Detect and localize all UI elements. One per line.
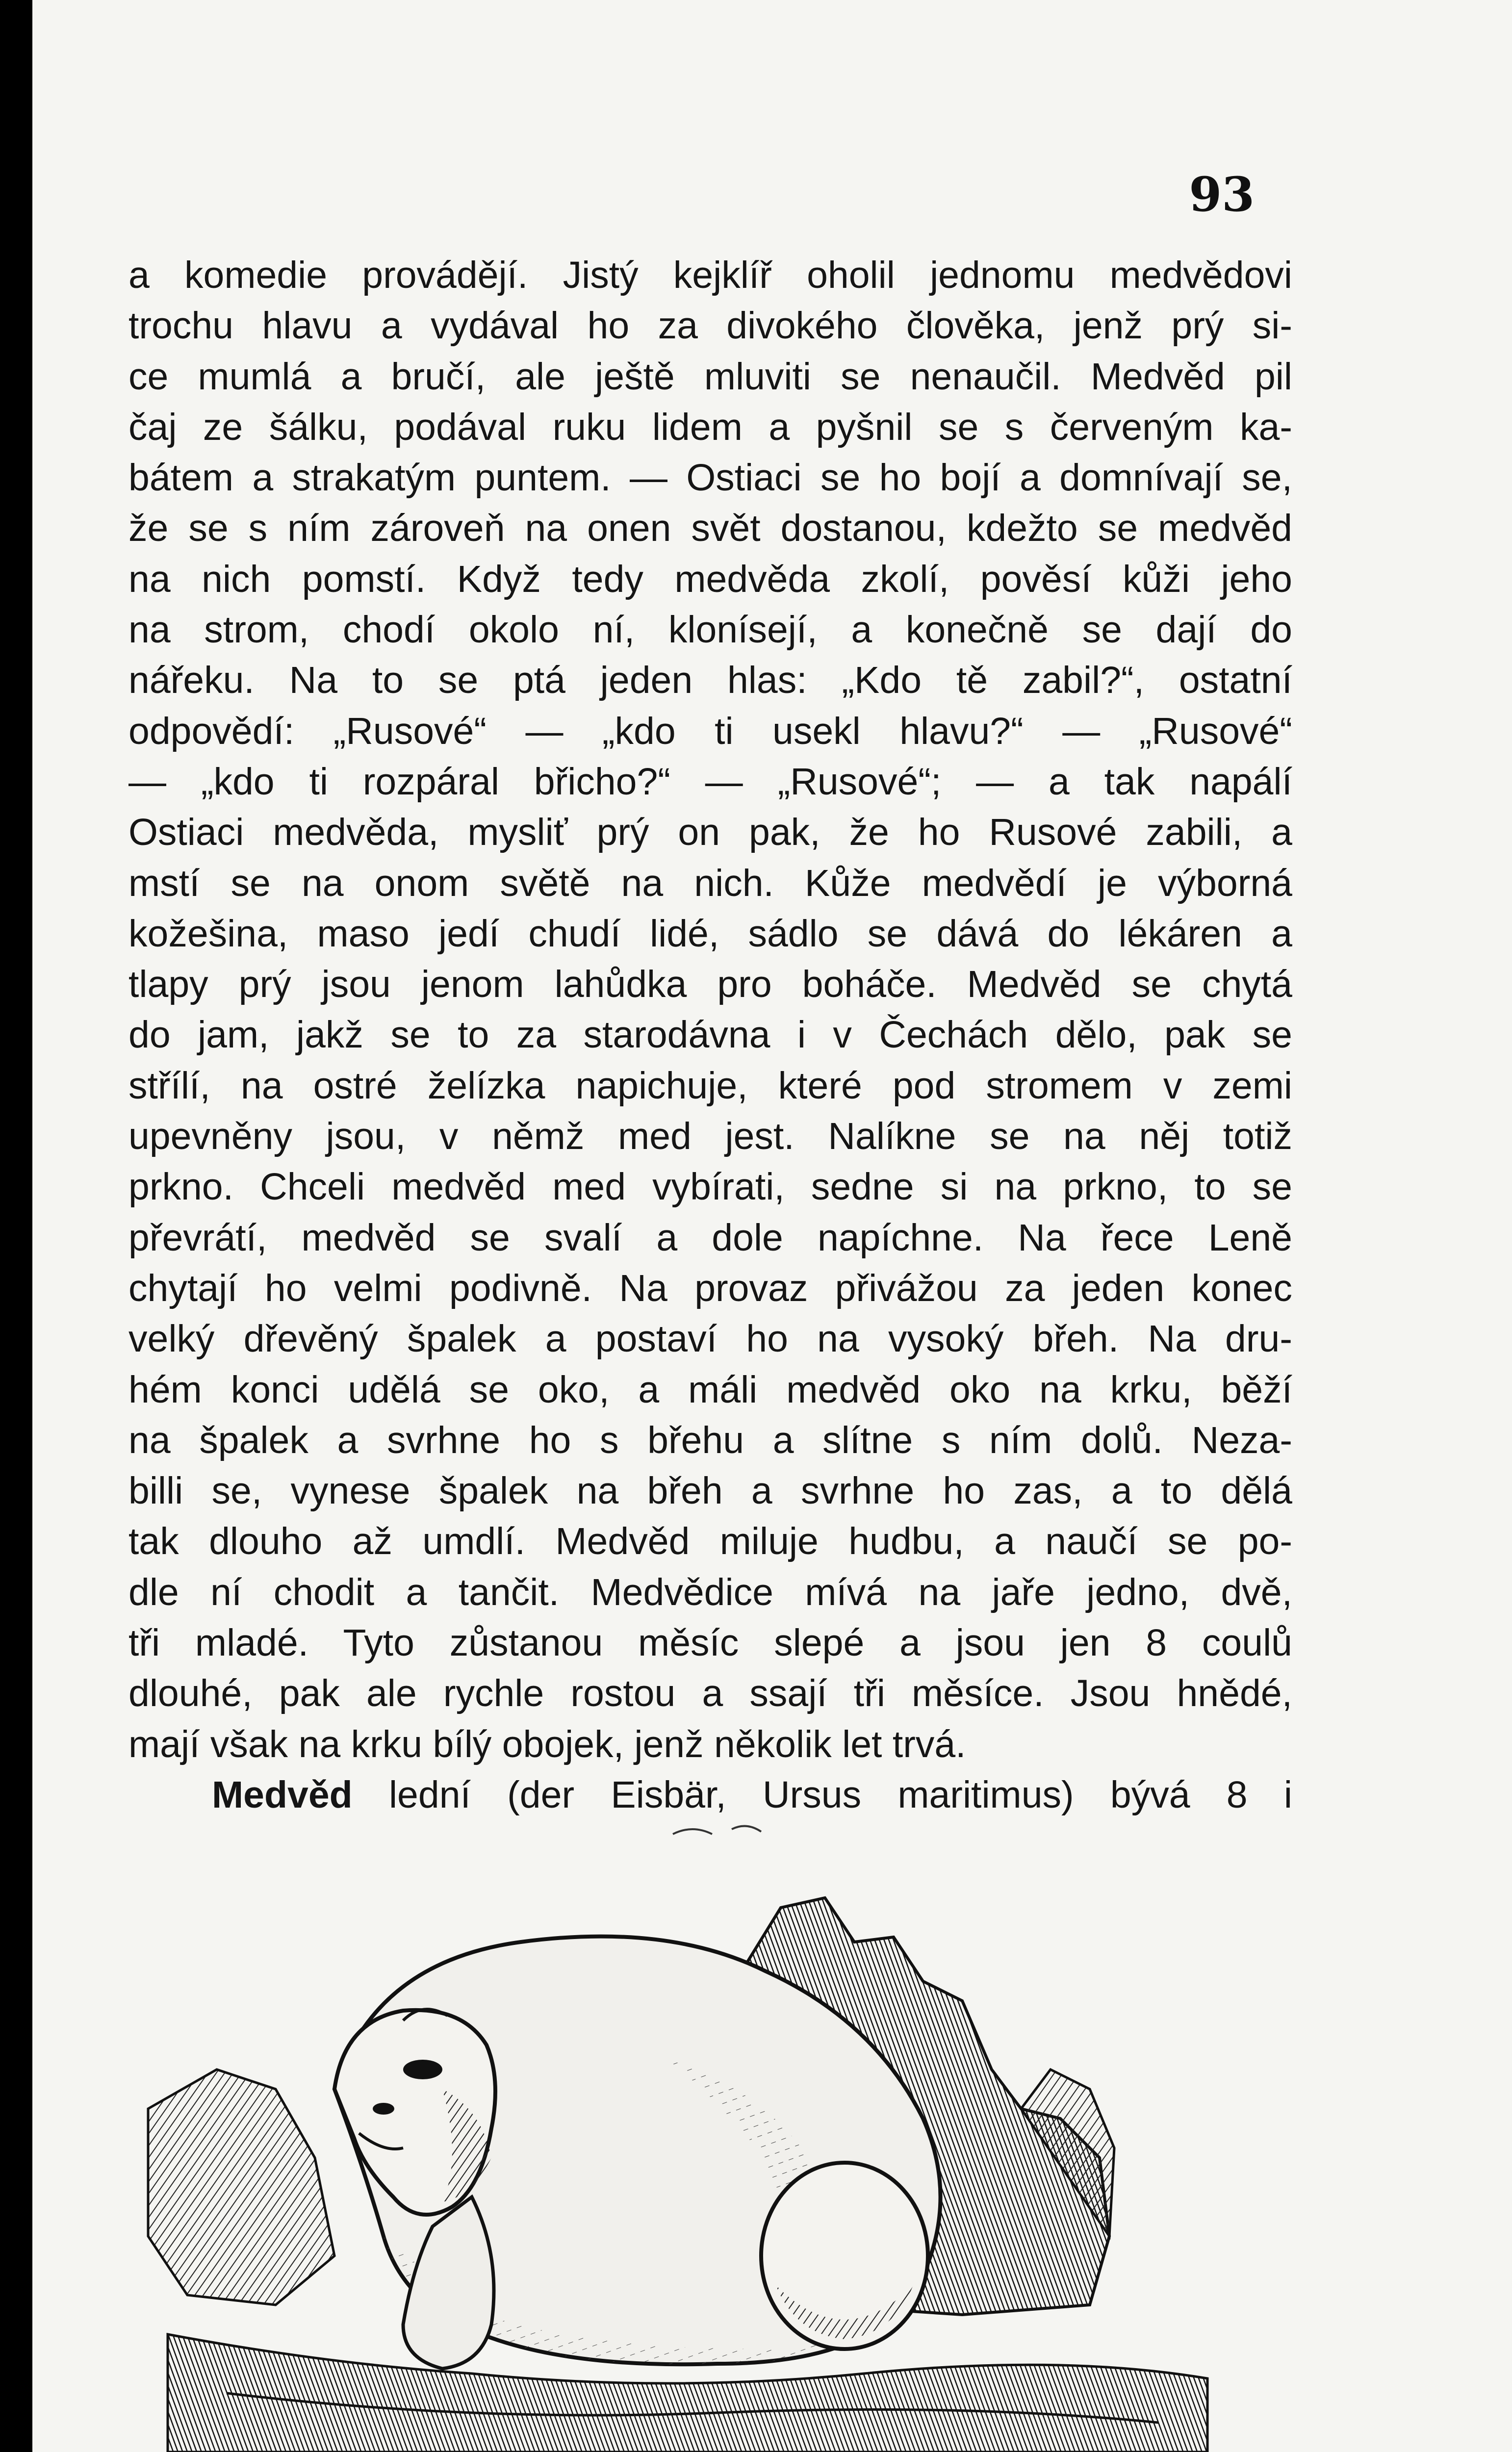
text-line: mstí se na onom světě na nich. Kůže medvědí je výborná bbox=[128, 862, 1292, 904]
text-line: že se s ním zároveň na onen svět dostanou, kdežto se medvěd bbox=[128, 507, 1292, 550]
text-line: tři mladé. Tyto zůstanou měsíc slepé a jsou jen 8 coulů bbox=[128, 1622, 1292, 1664]
text-line: na nich pomstí. Když tedy medvěda zkolí, pověsí kůži jeho bbox=[128, 558, 1292, 600]
text-line: trochu hlavu a vydával ho za divokého člověka, jenž prý si- bbox=[128, 305, 1292, 347]
text-line: chytají ho velmi podivně. Na provaz přivážou za jeden konec bbox=[128, 1267, 1292, 1309]
book-page bbox=[32, 0, 1512, 2452]
text-line: velký dřevěný špalek a postaví ho na vysoký břeh. Na dru- bbox=[128, 1318, 1292, 1360]
text-line: dle ní chodit a tančit. Medvědice mívá na jaře jedno, dvě, bbox=[128, 1571, 1292, 1613]
text-line: prkno. Chceli medvěd med vybírati, sedne si na prkno, to se bbox=[128, 1166, 1292, 1208]
text-line: billi se, vynese špalek na břeh a svrhne ho zas, a to dělá bbox=[128, 1470, 1292, 1512]
text-line: do jam, jakž se to za starodávna i v Čechách dělo, pak se bbox=[128, 1014, 1292, 1056]
text-line: čaj ze šálku, podával ruku lidem a pyšnil se s červeným ka- bbox=[128, 406, 1292, 448]
body-text bbox=[128, 250, 1292, 1820]
paragraph-start-line bbox=[128, 1770, 1292, 1820]
text-line: na špalek a svrhne ho s břehu a slítne s ním dolů. Neza- bbox=[128, 1419, 1292, 1461]
page-number: 93 bbox=[1189, 167, 1255, 222]
text-line: mají však na krku bílý obojek, jenž několik let trvá. bbox=[128, 1723, 966, 1765]
text-line: upevněny jsou, v němž med jest. Nalíkne se na něj totiž bbox=[128, 1115, 1292, 1158]
text-line: tak dlouho až umdlí. Medvěd miluje hudbu, a naučí se po- bbox=[128, 1520, 1292, 1563]
text-line: převrátí, medvěd se svalí a dole napíchne. Na řece Leně bbox=[128, 1216, 1292, 1259]
text-line: odpovědí: „Rusové“ — „kdo ti usekl hlavu?“ — „Rusové“ bbox=[128, 710, 1292, 752]
text-line: hém konci udělá se oko, a máli medvěd oko na krku, běží bbox=[128, 1368, 1292, 1411]
text-line: dlouhé, pak ale rychle rostou a ssají tři měsíce. Jsou hnědé, bbox=[128, 1672, 1292, 1715]
text-line: ce mumlá a bručí, ale ještě mluviti se nenaučil. Medvěd pil bbox=[128, 355, 1292, 398]
polar-bear-illustration bbox=[128, 1814, 1292, 2452]
text-line: nářeku. Na to se ptá jeden hlas: „Kdo tě zabil?“, ostatní bbox=[128, 659, 1292, 702]
text-line: střílí, na ostré želízka napichuje, které pod stromem v zemi bbox=[128, 1064, 1292, 1107]
bold-term: Medvěd bbox=[212, 1773, 353, 1816]
text-line: Ostiaci medvěda, mysliť prý on pak, že ho Rusové zabili, a bbox=[128, 811, 1292, 854]
text-line: a komedie provádějí. Jistý kejklíř oholil jednomu medvědovi bbox=[128, 254, 1292, 296]
text-line: na strom, chodí okolo ní, klonísejí, a konečně se dají do bbox=[128, 609, 1292, 651]
text-line: kožešina, maso jedí chudí lidé, sádlo se dává do lékáren a bbox=[128, 912, 1292, 955]
text-line: — „kdo ti rozpáral břicho?“ — „Rusové“; — a tak napálí bbox=[128, 760, 1292, 803]
text-line: bátem a strakatým puntem. — Ostiaci se ho bojí a domnívají se, bbox=[128, 457, 1292, 499]
line-rest: lední (der Eisbär, Ursus maritimus) bývá 8 i bbox=[352, 1773, 1292, 1816]
text-line: tlapy prý jsou jenom lahůdka pro boháče. Medvěd se chytá bbox=[128, 963, 1292, 1006]
